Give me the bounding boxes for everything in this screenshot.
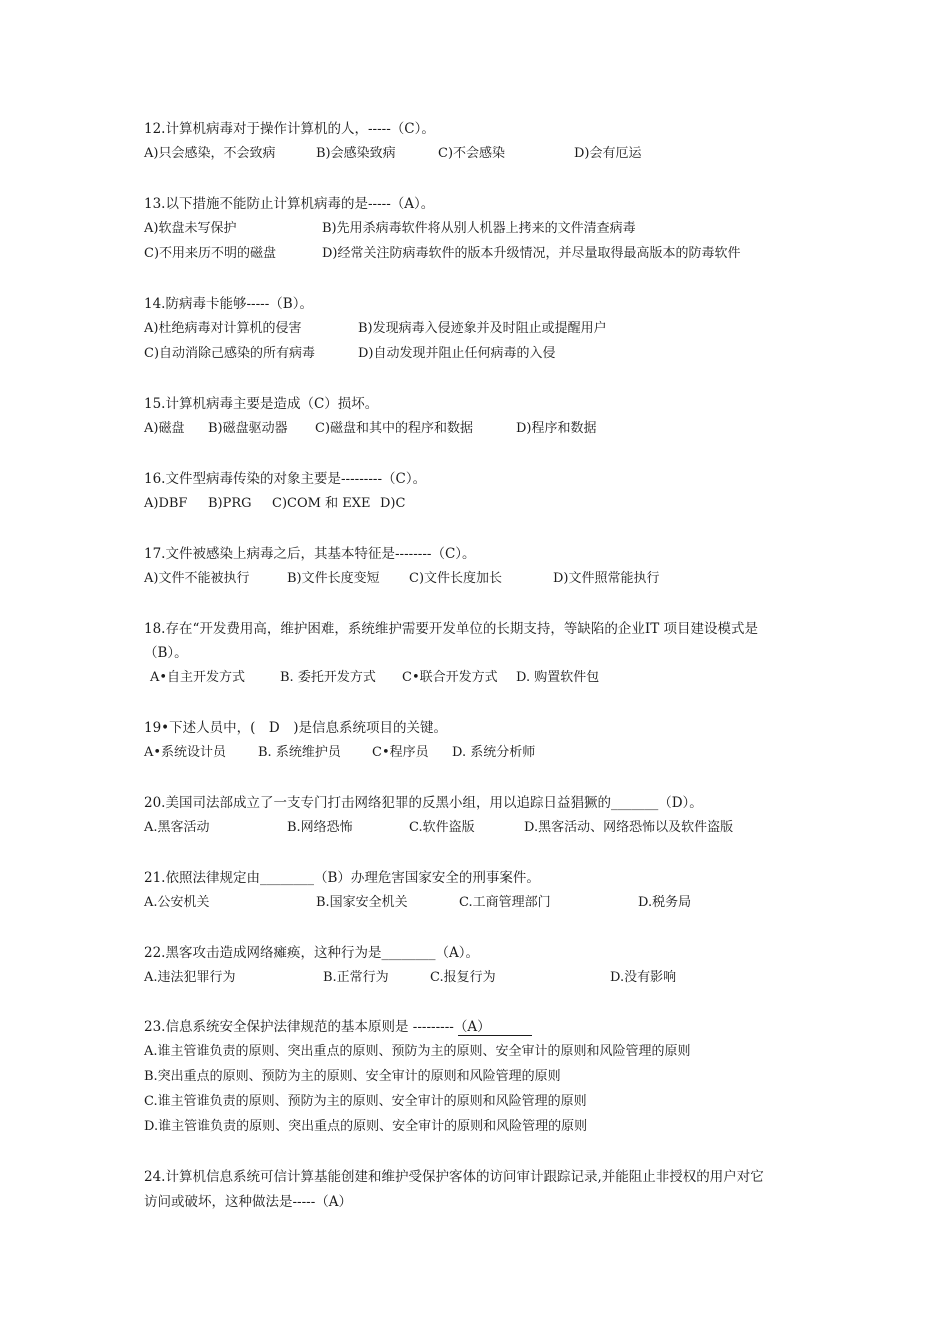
question-18-option-d: D. 购置软件包 — [516, 670, 600, 685]
question-21-option-b: B.国家安全机关 — [316, 895, 408, 910]
question-16-option-c: C)COM 和 EXE — [272, 496, 371, 511]
question-19-option-c: C•程序员 — [372, 745, 429, 760]
question-20-option-a: A.黑客活动 — [144, 820, 210, 835]
question-16-option-d: D)C — [380, 496, 406, 511]
question-22-stem: 22.黑客攻击造成网络瘫痪，这种行为是________（A）。 — [144, 945, 479, 961]
question-12-option-c: C)不会感染 — [438, 146, 506, 161]
question-19-option-a: A•系统设计员 — [144, 745, 227, 760]
question-13-option-a: A)软盘未写保护 — [144, 221, 237, 236]
question-14-option-b: B)发现病毒入侵迹象并及时阻止或提醒用户 — [358, 321, 607, 336]
answer-underline — [458, 1035, 532, 1036]
question-22-option-d: D.没有影响 — [610, 970, 677, 985]
question-15-option-b: B)磁盘驱动器 — [208, 421, 288, 436]
question-18-option-c: C•联合开发方式 — [402, 670, 498, 685]
question-13-option-c: C)不用来历不明的磁盘 — [144, 246, 277, 261]
question-22-option-c: C.报复行为 — [430, 970, 496, 985]
question-24-stem-continued: 访问或破坏，这种做法是-----（A） — [144, 1194, 353, 1210]
question-21-stem: 21.依照法律规定由________（B）办理危害国家安全的刑事案件。 — [144, 870, 540, 886]
question-18-option-b: B. 委托开发方式 — [280, 670, 376, 685]
question-17-stem: 17.文件被感染上病毒之后，其基本特征是--------（C）。 — [144, 546, 476, 562]
question-13-stem: 13.以下措施不能防止计算机病毒的是-----（A）。 — [144, 196, 435, 212]
question-17-option-d: D)文件照常能执行 — [553, 571, 660, 586]
question-18-stem: 18.存在“开发费用高，维护困难，系统维护需要开发单位的长期支持，等缺陷的企业IT 项目建设模式是 — [144, 621, 758, 637]
question-13-option-d: D)经常关注防病毒软件的版本升级情况，并尽量取得最高版本的防毒软件 — [322, 246, 741, 261]
question-22-option-b: B.正常行为 — [323, 970, 389, 985]
question-16-stem: 16.文件型病毒传染的对象主要是---------（C）。 — [144, 471, 427, 487]
question-12-option-b: B)会感染致病 — [316, 146, 396, 161]
question-20-stem: 20.美国司法部成立了一支专门打击网络犯罪的反黑小组，用以追踪日益猖獗的_______（D）。 — [144, 795, 703, 811]
question-14-stem: 14.防病毒卡能够-----（B）。 — [144, 296, 313, 312]
question-12-option-d: D)会有厄运 — [574, 146, 642, 161]
question-20-option-b: B.网络恐怖 — [287, 820, 353, 835]
question-20-option-d: D.黑客活动、网络恐怖以及软件盗版 — [524, 820, 734, 835]
question-17-option-a: A)文件不能被执行 — [144, 571, 250, 586]
question-13-option-b: B)先用杀病毒软件将从别人机器上拷来的文件清查病毒 — [322, 221, 636, 236]
question-15-option-d: D)程序和数据 — [516, 421, 597, 436]
question-19-option-b: B. 系统维护员 — [258, 745, 341, 760]
question-18-option-a: A•自主开发方式 — [150, 670, 246, 685]
question-21-option-d: D.税务局 — [638, 895, 692, 910]
question-12-stem: 12.计算机病毒对于操作计算机的人，-----（C）。 — [144, 121, 435, 137]
question-15-stem: 15.计算机病毒主要是造成（C）损坏。 — [144, 396, 379, 412]
question-17-option-c: C)文件长度加长 — [409, 571, 503, 586]
question-23-option-a: A.谁主管谁负责的原则、突出重点的原则、预防为主的原则、安全审计的原则和风险管理的原则 — [144, 1044, 691, 1059]
question-19-option-d: D. 系统分析师 — [452, 745, 536, 760]
question-23-stem: 23.信息系统安全保护法律规范的基本原则是 ---------（A） — [144, 1019, 491, 1035]
question-20-option-c: C.软件盗版 — [409, 820, 475, 835]
question-14-option-a: A)杜绝病毒对计算机的侵害 — [144, 321, 302, 336]
question-21-option-c: C.工商管理部门 — [459, 895, 551, 910]
question-15-option-c: C)磁盘和其中的程序和数据 — [315, 421, 474, 436]
question-14-option-d: D)自动发现并阻止任何病毒的入侵 — [358, 346, 556, 361]
question-14-option-c: C)自动消除己感染的所有病毒 — [144, 346, 316, 361]
question-21-option-a: A.公安机关 — [144, 895, 210, 910]
question-18-stem-continued: （B）。 — [144, 645, 188, 661]
question-19-stem: 19•下述人员中，( D )是信息系统项目的关键。 — [144, 720, 447, 736]
question-12-option-a: A)只会感染，不会致病 — [144, 146, 276, 161]
question-17-option-b: B)文件长度变短 — [287, 571, 380, 586]
question-23-option-c: C.谁主管谁负责的原则、预防为主的原则、安全审计的原则和风险管理的原则 — [144, 1094, 587, 1109]
question-24-stem: 24.计算机信息系统可信计算基能创建和维护受保护客体的访问审计跟踪记录,并能阻止非授权的用户对它 — [144, 1169, 764, 1185]
question-16-option-a: A)DBF — [144, 496, 188, 511]
question-23-option-d: D.谁主管谁负责的原则、突出重点的原则、安全审计的原则和风险管理的原则 — [144, 1119, 588, 1134]
question-23-option-b: B.突出重点的原则、预防为主的原则、安全审计的原则和风险管理的原则 — [144, 1069, 561, 1084]
question-22-option-a: A.违法犯罪行为 — [144, 970, 236, 985]
question-16-option-b: B)PRG — [208, 496, 252, 511]
question-15-option-a: A)磁盘 — [144, 421, 185, 436]
